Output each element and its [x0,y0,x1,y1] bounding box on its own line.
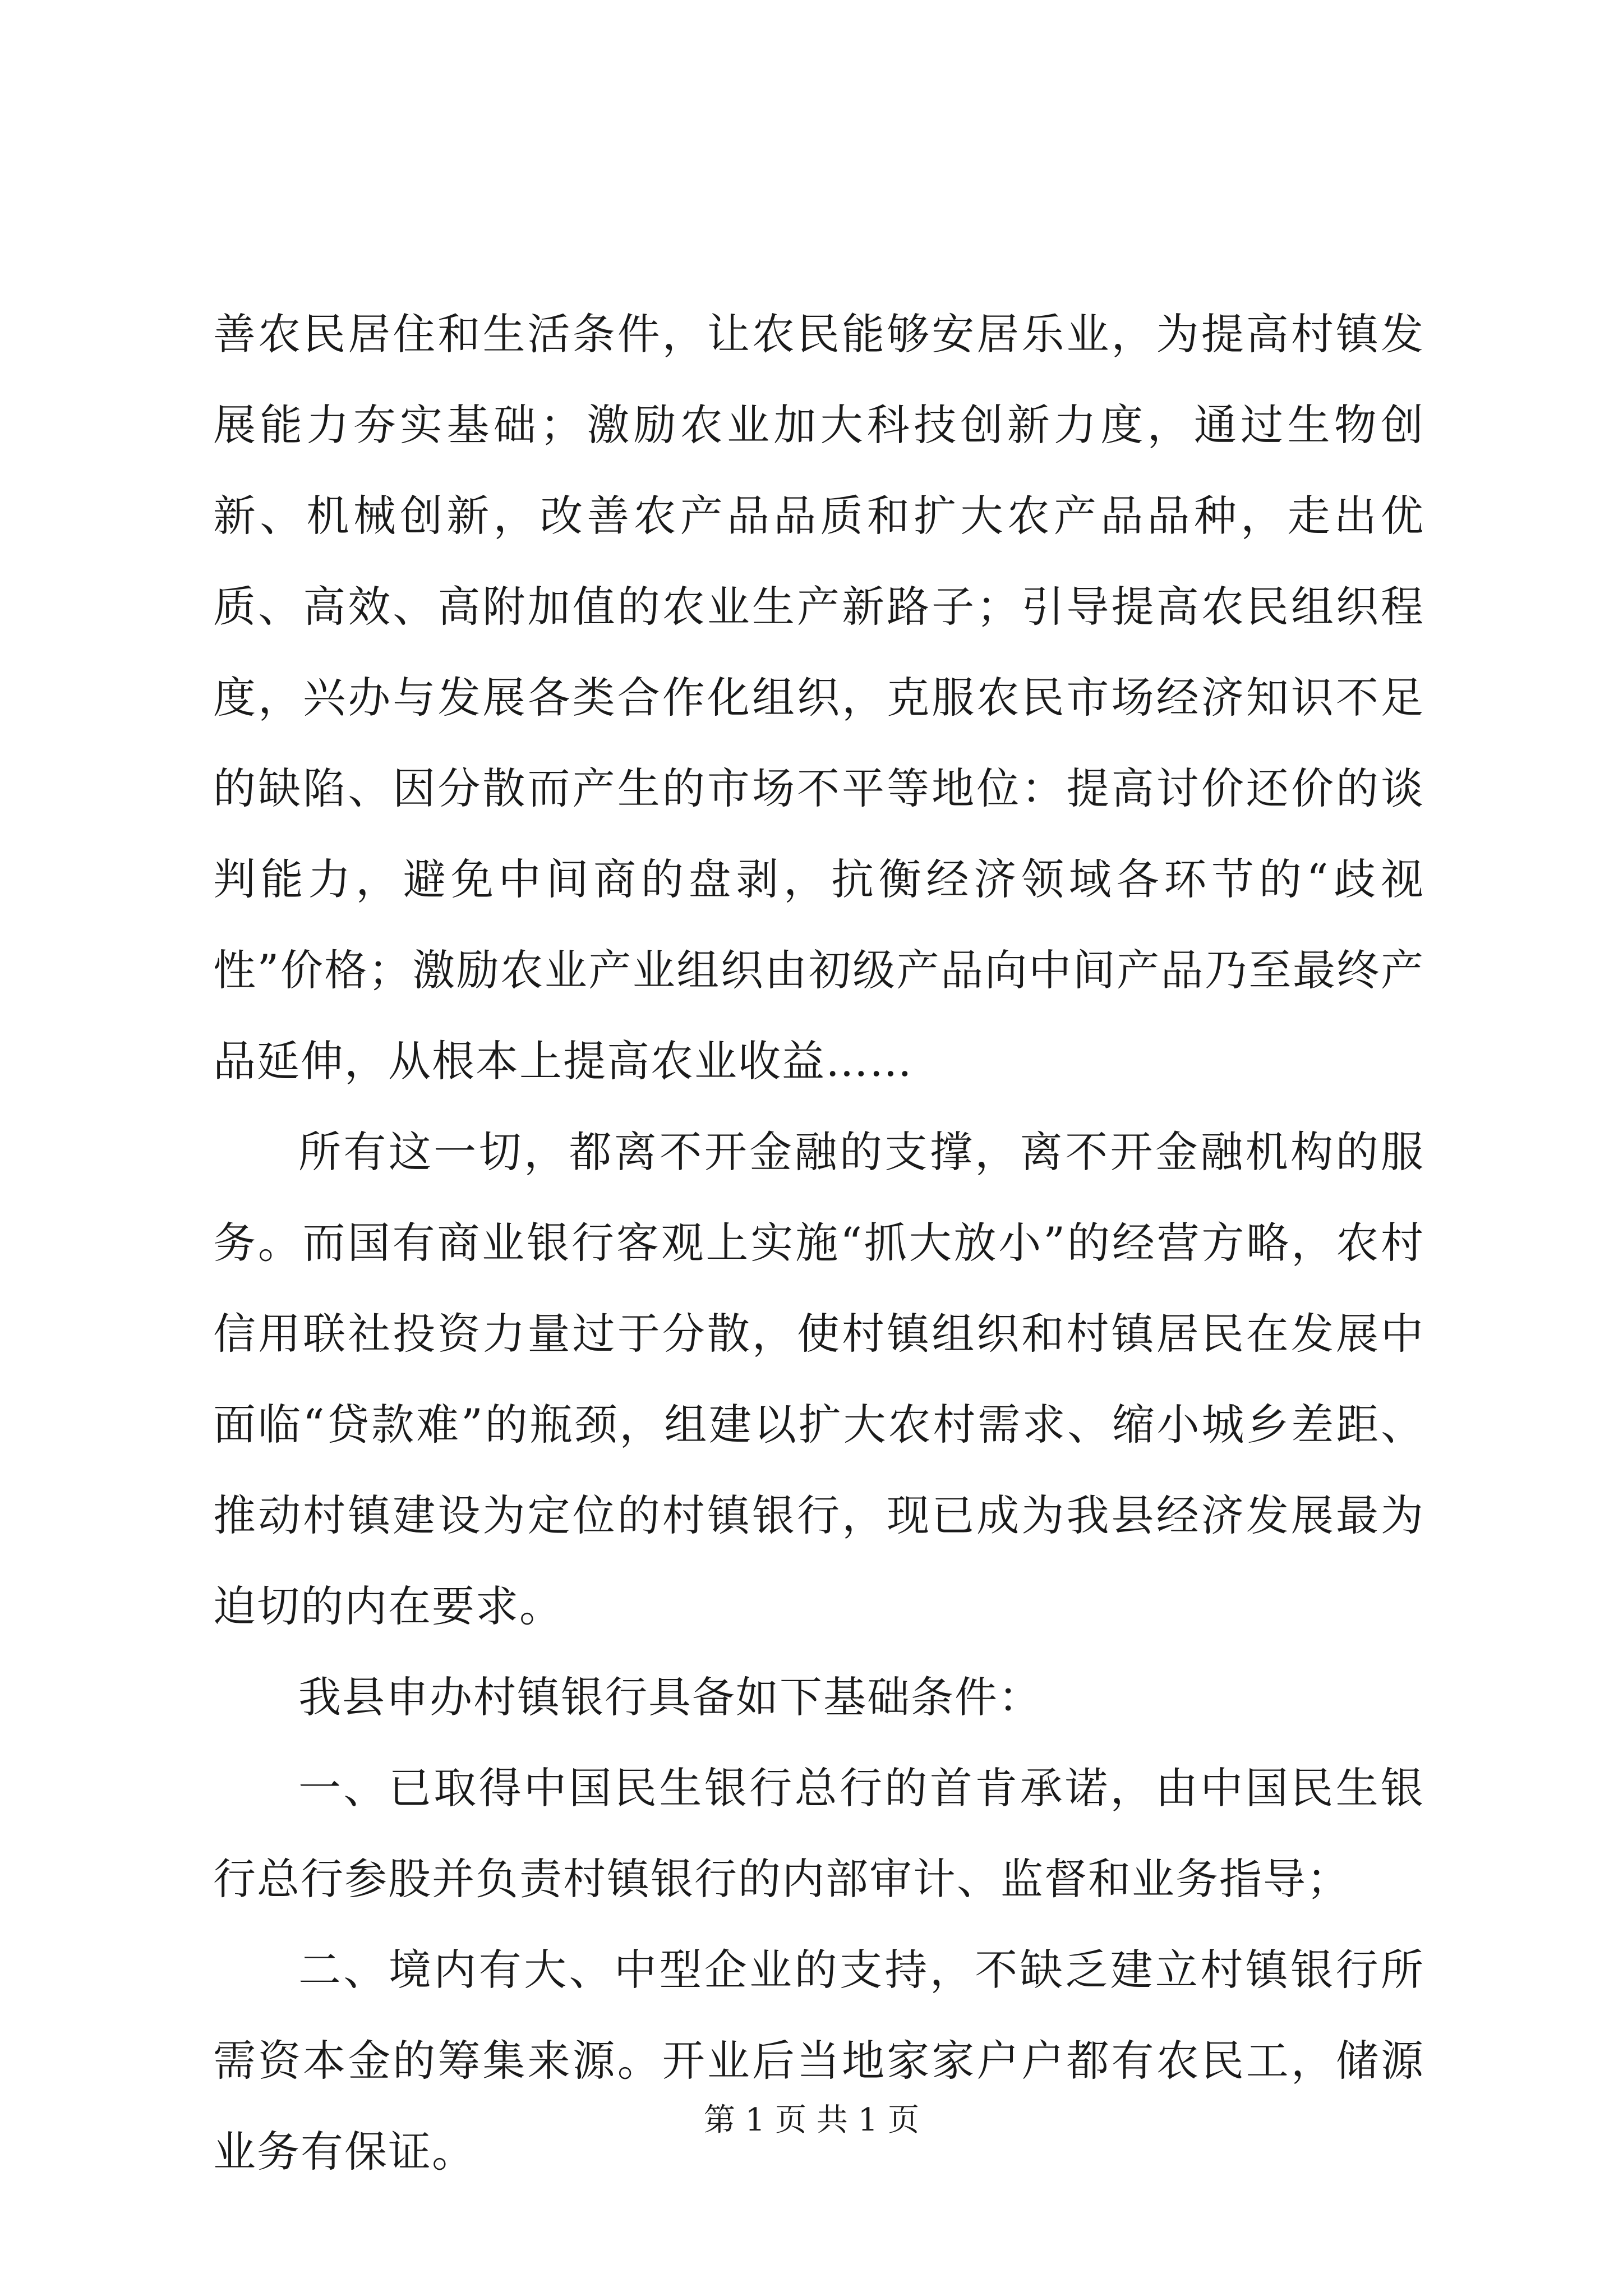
paragraph-3: 我县申办村镇银行具备如下基础条件： [298,1672,1042,1722]
document-body [213,289,1424,2197]
paragraph-4: 一、已取得中国民生银行总行的首肯承诺，由中国民生银行总行参股并负责村镇银行的内部审计、监督和业务指导； [213,1763,1424,1904]
paragraph-5: 二、境内有大、中型企业的支持，不缺乏建立村镇银行所需资本金的筹集来源。开业后当地家家户户都有农民工，储源业务有保证。 [213,1945,1424,2177]
paragraph-2: 所有这一切，都离不开金融的支撑，离不开金融机构的服务。而国有商业银行客观上实施“抓大放小”的经营方略，农村信用联社投资力量过于分散，使村镇组织和村镇居民在发展中面临“贷款难”的瓶颈，组建以扩大农村需求、缩小城乡差距、推动村镇建设为定位的村镇银行，现已成为我县经济发展最为迫切的内在要求。 [213,1127,1424,1631]
page-footer: 第 1 页 共 1 页 [703,2102,920,2138]
paragraph-1: 善农民居住和生活条件，让农民能够安居乐业，为提高村镇发展能力夯实基础；激励农业加大科技创新力度，通过生物创新、机械创新，改善农产品品质和扩大农产品品种，走出优质、高效、高附加值的农业生产新路子；引导提高农民组织程度，兴办与发展各类合作化组织，克服农民市场经济知识不足的缺陷、因分散而产生的市场不平等地位：提高讨价还价的谈判能力，避免中间商的盘剥，抗衡经济领域各环节的“歧视性”价格；激励农业产业组织由初级产品向中间产品乃至最终产品延伸，从根本上提高农业收益…… [213,309,1424,1086]
